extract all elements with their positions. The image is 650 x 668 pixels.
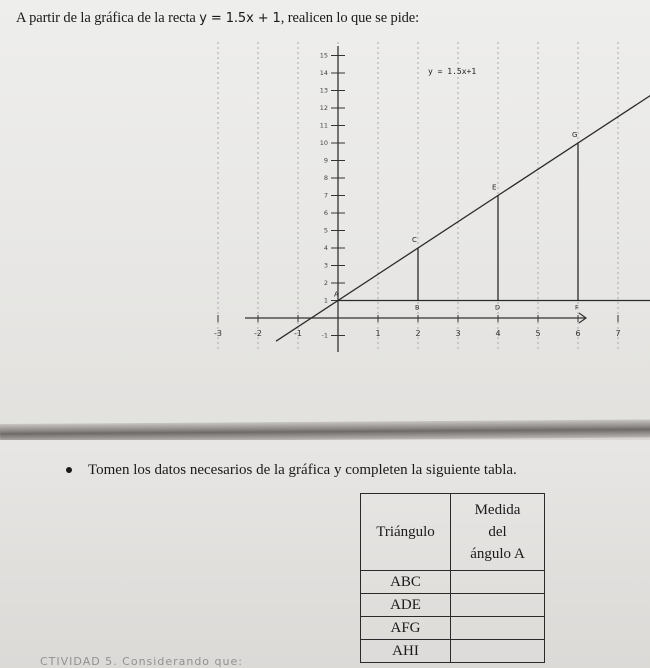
- y-tick-label: 13: [319, 86, 328, 95]
- point-label: C: [412, 236, 417, 244]
- y-tick-label: 8: [323, 174, 328, 182]
- footer-cut-text: CTIVIDAD 5. Considerando que:: [40, 655, 243, 668]
- function-line: [276, 37, 650, 342]
- y-tick-label: 11: [319, 121, 328, 130]
- x-tick-label: 3: [455, 329, 461, 338]
- intro-equation: y = 1.5x + 1: [199, 11, 281, 26]
- y-tick-label: 4: [323, 244, 328, 252]
- y-tick-label: 14: [319, 69, 328, 77]
- y-tick-label: 6: [323, 209, 328, 217]
- function-line-label: y = 1.5x+1: [428, 67, 477, 76]
- triangle-name: ADE: [361, 594, 451, 617]
- x-tick-label: -1: [294, 329, 302, 338]
- y-tick-label: 12: [319, 104, 328, 112]
- angle-answer-cell[interactable]: [451, 594, 545, 617]
- x-tick-label: 6: [575, 329, 581, 338]
- y-tick-label: 9: [323, 156, 328, 165]
- triangle-name: AFG: [361, 617, 451, 640]
- base-point-label: B: [415, 303, 420, 312]
- angle-answer-cell[interactable]: [451, 571, 545, 594]
- triangle-name: AHI: [361, 640, 451, 663]
- base-point-label: D: [495, 303, 501, 312]
- table-row: [361, 571, 545, 594]
- y-tick-label: 10: [319, 139, 328, 147]
- header-angle: [451, 494, 545, 571]
- y-tick-label: -1: [321, 331, 328, 340]
- bullet-icon: [66, 467, 72, 473]
- y-tick-label: 15: [319, 51, 328, 60]
- table-row: [361, 640, 545, 663]
- header-triangle: Triángulo: [361, 494, 451, 571]
- x-tick-label: 4: [495, 329, 501, 338]
- angle-table: [360, 493, 545, 663]
- triangle-name: ABC: [361, 571, 451, 594]
- instruction-item: [66, 462, 646, 479]
- header-angle-line3: ángulo A: [470, 546, 525, 562]
- y-tick-label: 5: [323, 226, 328, 235]
- x-tick-label: 5: [535, 329, 541, 338]
- point-label: G: [572, 131, 578, 139]
- x-tick-label: -2: [254, 329, 262, 338]
- x-tick-label: 1: [375, 329, 381, 338]
- base-point-label: F: [575, 303, 579, 312]
- header-angle-line2: del: [488, 524, 507, 540]
- table-row: [361, 617, 545, 640]
- y-tick-label: 7: [323, 191, 328, 200]
- intro-before: A partir de la gráfica de la recta: [16, 10, 200, 26]
- point-label: E: [492, 183, 497, 192]
- angle-answer-cell[interactable]: [451, 640, 545, 663]
- point-label: A: [334, 290, 339, 299]
- y-tick-label: 2: [323, 279, 328, 287]
- x-tick-label: 2: [415, 329, 421, 338]
- angle-answer-cell[interactable]: [451, 617, 545, 640]
- instruction-text: Tomen los datos necesarios de la gráfica y completen la siguiente tabla.: [88, 462, 517, 478]
- intro-after: , realicen lo que se pide:: [280, 10, 420, 26]
- angle-table-header: [361, 494, 545, 571]
- header-angle-line1: Medida: [474, 502, 521, 518]
- x-tick-label: 7: [615, 329, 621, 338]
- y-tick-label: 1: [323, 296, 328, 305]
- table-row: [361, 594, 545, 617]
- y-tick-label: 3: [323, 261, 328, 270]
- x-tick-label: -3: [214, 329, 222, 338]
